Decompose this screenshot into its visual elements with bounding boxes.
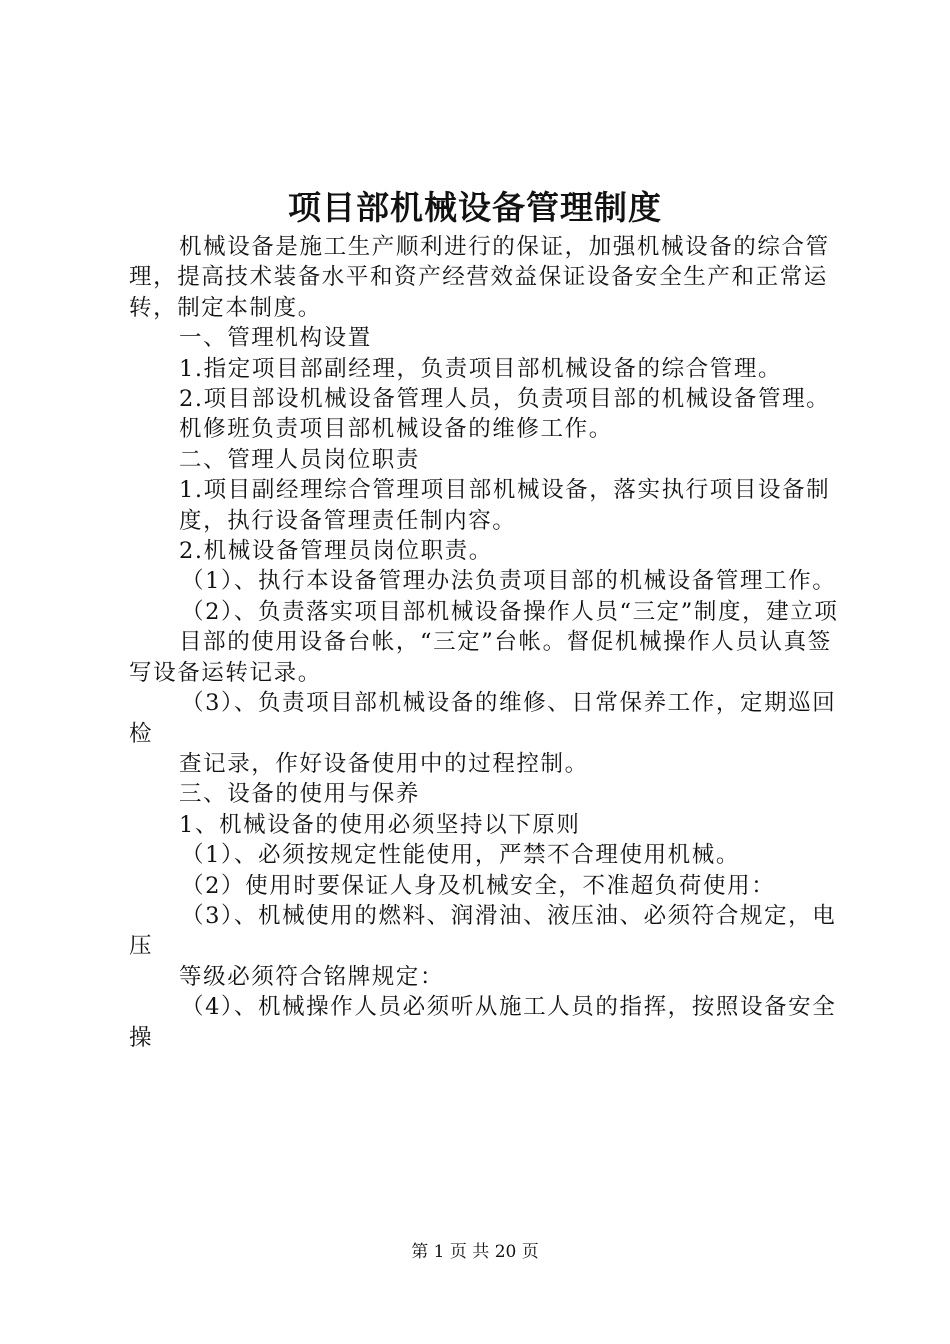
paragraph-item: 等级必须符合铭牌规定： — [179, 963, 445, 990]
paragraph-item: 1.指定项目部副经理，负责项目部机械设备的综合管理。 — [179, 355, 783, 382]
section-heading-2: 二、管理人员岗位职责 — [179, 446, 421, 473]
section-heading-1: 一、管理机构设置 — [179, 325, 372, 352]
paragraph-item: （2）、负责落实项目部机械设备操作人员“三定”制度，建立项 — [181, 598, 839, 625]
paragraph-item: 机修班负责项目部机械设备的维修工作。 — [179, 416, 613, 443]
document-body — [129, 232, 839, 1053]
paragraph-item: 查记录，作好设备使用中的过程控制。 — [179, 750, 589, 777]
section-heading-3: 三、设备的使用与保养 — [179, 781, 421, 808]
paragraph-item: 度，执行设备管理责任制内容。 — [179, 507, 517, 534]
paragraph-item: 目部的使用设备台帐，“三定”台帐。督促机械操作人员认真签写设备运转记录。 — [129, 629, 832, 686]
paragraph-item: （3）、机械使用的燃料、润滑油、液压油、必须符合规定，电压 — [129, 902, 837, 960]
paragraph-item: 2.机械设备管理员岗位职责。 — [179, 538, 493, 565]
paragraph-intro: 机械设备是施工生产顺利进行的保证，加强机械设备的综合管理，提高技术装备水平和资产经营效益保证设备安全生产和正常运转，制定本制度。 — [129, 234, 830, 321]
paragraph-item: （1）、必须按规定性能使用，严禁不合理使用机械。 — [181, 842, 740, 869]
paragraph-item: （1）、执行本设备管理办法负责项目部的机械设备管理工作。 — [181, 568, 837, 595]
paragraph-item: 1.项目副经理综合管理项目部机械设备，落实执行项目设备制 — [179, 477, 831, 504]
paragraph-item: （3）、负责项目部机械设备的维修、日常保养工作，定期巡回检 — [129, 690, 837, 747]
page-number-footer: 第 1 页 共 20 页 — [411, 1242, 539, 1262]
document-title: 项目部机械设备管理制度 — [288, 188, 662, 227]
paragraph-item: 1、机械设备的使用必须坚持以下原则 — [179, 811, 581, 838]
paragraph-item: （4）、机械操作人员必须听从施工人员的指挥，按照设备安全操 — [129, 994, 837, 1051]
paragraph-item: 2.项目部设机械设备管理人员，负责项目部的机械设备管理。 — [179, 386, 831, 413]
paragraph-item: （2）使用时要保证人身及机械安全，不准超负荷使用： — [181, 872, 776, 899]
